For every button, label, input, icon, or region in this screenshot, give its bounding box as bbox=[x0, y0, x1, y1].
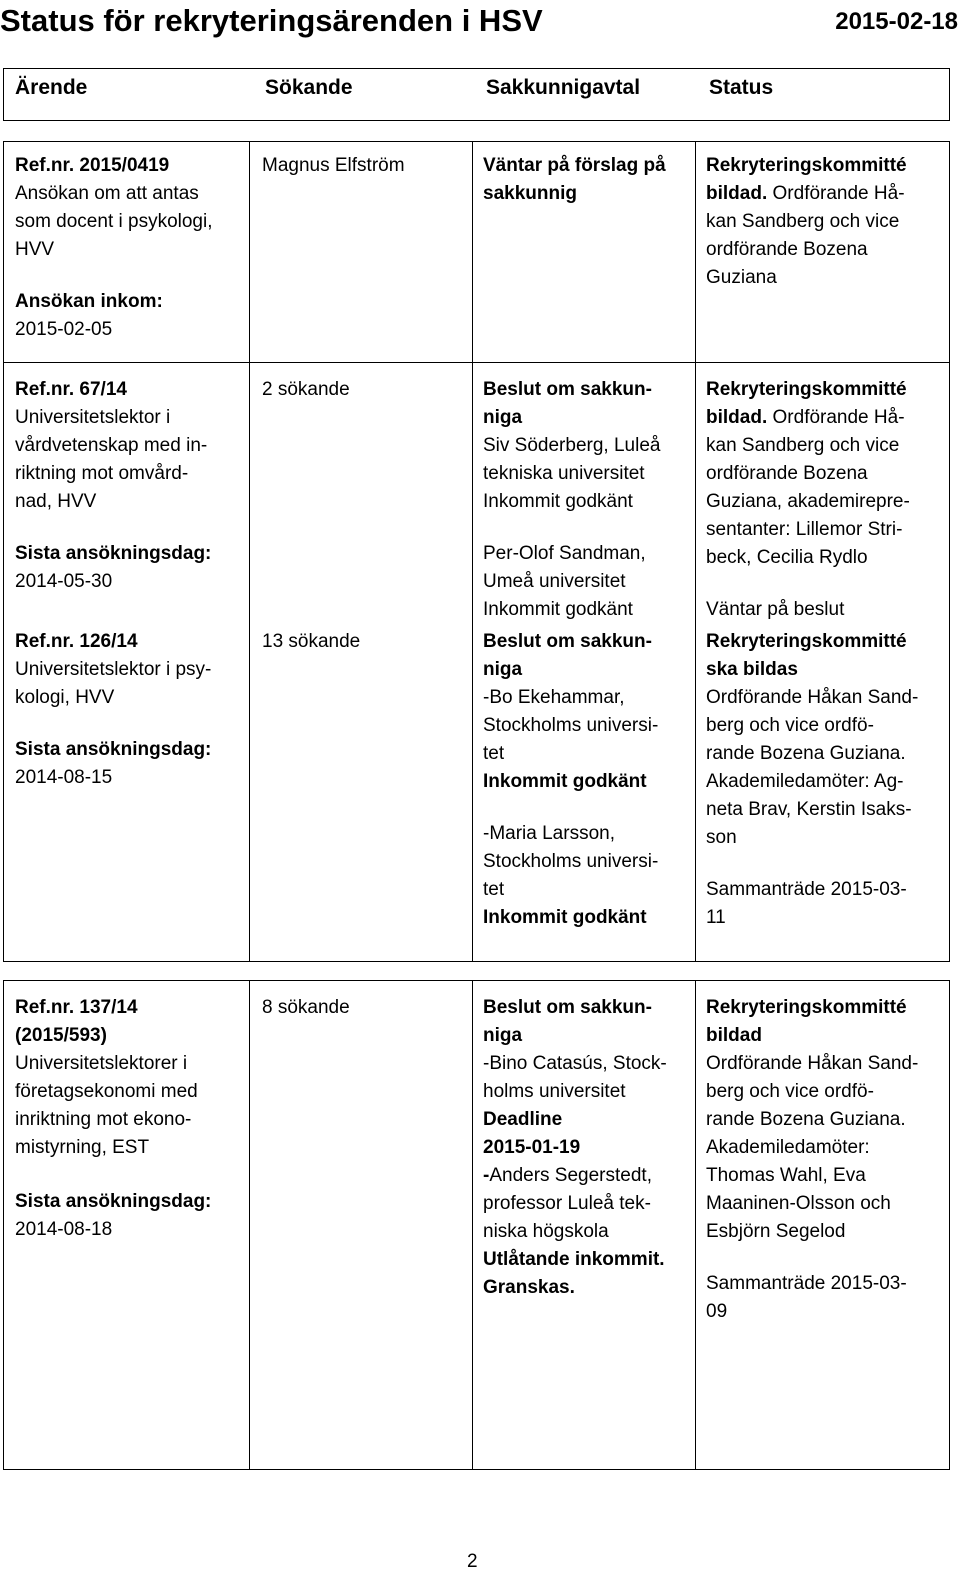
expert-line: Anders Segerstedt, bbox=[489, 1165, 652, 1186]
page-title: Status för rekryteringsärenden i HSV bbox=[0, 3, 543, 38]
status-heading: Rekryteringskommitté bbox=[706, 155, 907, 176]
expert-heading: niga bbox=[483, 659, 523, 680]
deadline-label: Deadline bbox=[483, 1109, 563, 1130]
case-description: vårdvetenskap med in- bbox=[15, 435, 208, 456]
header-arende: Ärende bbox=[15, 76, 88, 99]
status-line: ordförande Bozena bbox=[706, 239, 868, 260]
page-number: 2 bbox=[467, 1551, 478, 1572]
status-line: Ordförande Håkan Sand- bbox=[706, 687, 919, 708]
status-line: rande Bozena Guziana. bbox=[706, 1109, 906, 1130]
expert-heading: Beslut om sakkun- bbox=[483, 379, 652, 400]
expert-line: Per-Olof Sandman, bbox=[483, 543, 646, 564]
arende-cell bbox=[15, 376, 211, 596]
status-line: Guziana bbox=[706, 267, 777, 288]
case-description: Universitetslektor i bbox=[15, 407, 171, 428]
status-line: Ordförande Håkan Sand- bbox=[706, 1053, 919, 1074]
sakkunnig-cell bbox=[483, 376, 660, 624]
expert-status: sakkunnig bbox=[483, 183, 577, 204]
status-line: son bbox=[706, 827, 737, 848]
status-cell bbox=[706, 376, 910, 624]
applicant-count: 13 sökande bbox=[262, 631, 361, 652]
deadline-date: 2015-01-19 bbox=[483, 1137, 581, 1158]
status-line: berg och vice ordfö- bbox=[706, 1081, 874, 1102]
case-description: som docent i psykologi, bbox=[15, 211, 213, 232]
expert-line: Siv Söderberg, Luleå bbox=[483, 435, 661, 456]
sakkunnig-cell bbox=[483, 628, 658, 932]
status-line: Ordförande Hå- bbox=[772, 407, 905, 428]
ref-number: Ref.nr. 126/14 bbox=[15, 631, 138, 652]
case-description: kologi, HVV bbox=[15, 687, 115, 708]
status-line: Akademiledamöter: bbox=[706, 1137, 870, 1158]
status-heading: Rekryteringskommitté bbox=[706, 631, 907, 652]
status-line: Esbjörn Segelod bbox=[706, 1221, 846, 1242]
arende-cell bbox=[15, 994, 211, 1244]
status-line: berg och vice ordfö- bbox=[706, 715, 874, 736]
expert-note: Granskas. bbox=[483, 1277, 575, 1298]
table-row bbox=[3, 980, 950, 1470]
ref-number: (2015/593) bbox=[15, 1025, 107, 1046]
expert-heading: Beslut om sakkun- bbox=[483, 997, 652, 1018]
date-label: Sista ansökningsdag: bbox=[15, 543, 212, 564]
page-date: 2015-02-18 bbox=[835, 8, 958, 35]
status-line: ordförande Bozena bbox=[706, 463, 868, 484]
case-description: Universitetslektor i psy- bbox=[15, 659, 212, 680]
status-line: neta Brav, Kerstin Isaks- bbox=[706, 799, 912, 820]
arende-cell bbox=[15, 628, 211, 792]
ref-number: Ref.nr. 67/14 bbox=[15, 379, 127, 400]
status-heading: ska bildas bbox=[706, 659, 798, 680]
expert-heading: niga bbox=[483, 407, 523, 428]
sokande-cell bbox=[262, 152, 405, 180]
expert-line: -Bino Catasús, Stock- bbox=[483, 1053, 667, 1074]
status-line: bildad bbox=[706, 1025, 762, 1046]
expert-line: tet bbox=[483, 879, 505, 900]
status-line: Thomas Wahl, Eva bbox=[706, 1165, 866, 1186]
expert-line: Inkommit godkänt bbox=[483, 491, 633, 512]
sokande-cell bbox=[262, 628, 360, 656]
date-value: 2014-05-30 bbox=[15, 571, 113, 592]
expert-line: tet bbox=[483, 743, 505, 764]
status-line: Maaninen-Olsson och bbox=[706, 1193, 891, 1214]
expert-line: Stockholms universi- bbox=[483, 715, 659, 736]
status-line: Ordförande Hå- bbox=[772, 183, 905, 204]
case-description: Universitetslektorer i bbox=[15, 1053, 188, 1074]
expert-line: Inkommit godkänt bbox=[483, 599, 633, 620]
status-line: Rekryteringskommitté bbox=[706, 379, 907, 400]
status-line: kan Sandberg och vice bbox=[706, 211, 900, 232]
header-table bbox=[3, 68, 950, 121]
header-sokande: Sökande bbox=[265, 76, 353, 99]
expert-prefix: - bbox=[483, 1165, 490, 1186]
status-cell bbox=[706, 152, 907, 292]
expert-heading: Beslut om sakkun- bbox=[483, 631, 652, 652]
status-line: bildad. bbox=[706, 183, 768, 204]
status-line: sentanter: Lillemor Stri- bbox=[706, 519, 903, 540]
status-waiting: Väntar på beslut bbox=[706, 599, 845, 620]
expert-status: Inkommit godkänt bbox=[483, 907, 647, 928]
expert-line: tekniska universitet bbox=[483, 463, 645, 484]
table-row bbox=[3, 362, 950, 962]
case-description: inriktning mot ekono- bbox=[15, 1109, 192, 1130]
expert-line: holms universitet bbox=[483, 1081, 626, 1102]
status-cell bbox=[706, 628, 918, 932]
case-description: nad, HVV bbox=[15, 491, 97, 512]
date-value: 2015-02-05 bbox=[15, 319, 113, 340]
expert-status: Inkommit godkänt bbox=[483, 771, 647, 792]
expert-line: professor Luleå tek- bbox=[483, 1193, 651, 1214]
table-row bbox=[3, 141, 950, 363]
expert-note: Utlåtande inkommit. bbox=[483, 1249, 665, 1270]
status-line: bildad. bbox=[706, 407, 768, 428]
case-description: företagsekonomi med bbox=[15, 1081, 198, 1102]
applicant-count: 8 sökande bbox=[262, 997, 350, 1018]
status-line: Akademiledamöter: Ag- bbox=[706, 771, 904, 792]
case-description: mistyrning, EST bbox=[15, 1137, 150, 1158]
sakkunnig-cell bbox=[483, 994, 667, 1302]
date-label: Ansökan inkom: bbox=[15, 291, 163, 312]
header-status: Status bbox=[709, 76, 774, 99]
date-label: Sista ansökningsdag: bbox=[15, 739, 212, 760]
sokande-cell bbox=[262, 376, 350, 404]
arende-cell bbox=[15, 152, 213, 344]
status-meeting: Sammanträde 2015-03- bbox=[706, 1273, 907, 1294]
expert-heading: niga bbox=[483, 1025, 523, 1046]
status-line: rande Bozena Guziana. bbox=[706, 743, 906, 764]
date-value: 2014-08-15 bbox=[15, 767, 113, 788]
expert-line: -Maria Larsson, bbox=[483, 823, 615, 844]
expert-line: niska högskola bbox=[483, 1221, 609, 1242]
case-description: Ansökan om att antas bbox=[15, 183, 199, 204]
status-line: kan Sandberg och vice bbox=[706, 435, 900, 456]
status-meeting: Sammanträde 2015-03- bbox=[706, 879, 907, 900]
status-line: beck, Cecilia Rydlo bbox=[706, 547, 868, 568]
status-meeting: 11 bbox=[706, 907, 726, 928]
ref-number: Ref.nr. 137/14 bbox=[15, 997, 138, 1018]
case-description: HVV bbox=[15, 239, 55, 260]
status-line: Guziana, akademirepre- bbox=[706, 491, 910, 512]
expert-status: Väntar på förslag på bbox=[483, 155, 666, 176]
applicant-count: 2 sökande bbox=[262, 379, 350, 400]
header-sakkunnigavtal: Sakkunnigavtal bbox=[486, 76, 641, 99]
sakkunnig-cell bbox=[483, 152, 666, 208]
ref-number: Ref.nr. 2015/0419 bbox=[15, 155, 170, 176]
expert-line: Stockholms universi- bbox=[483, 851, 659, 872]
date-label: Sista ansökningsdag: bbox=[15, 1191, 212, 1212]
status-line: Rekryteringskommitté bbox=[706, 997, 907, 1018]
expert-line: Umeå universitet bbox=[483, 571, 626, 592]
applicant: Magnus Elfström bbox=[262, 155, 405, 176]
expert-line: -Bo Ekehammar, bbox=[483, 687, 625, 708]
case-description: riktning mot omvård- bbox=[15, 463, 189, 484]
sokande-cell bbox=[262, 994, 350, 1022]
status-meeting: 09 bbox=[706, 1301, 728, 1322]
status-cell bbox=[706, 994, 918, 1326]
date-value: 2014-08-18 bbox=[15, 1219, 113, 1240]
